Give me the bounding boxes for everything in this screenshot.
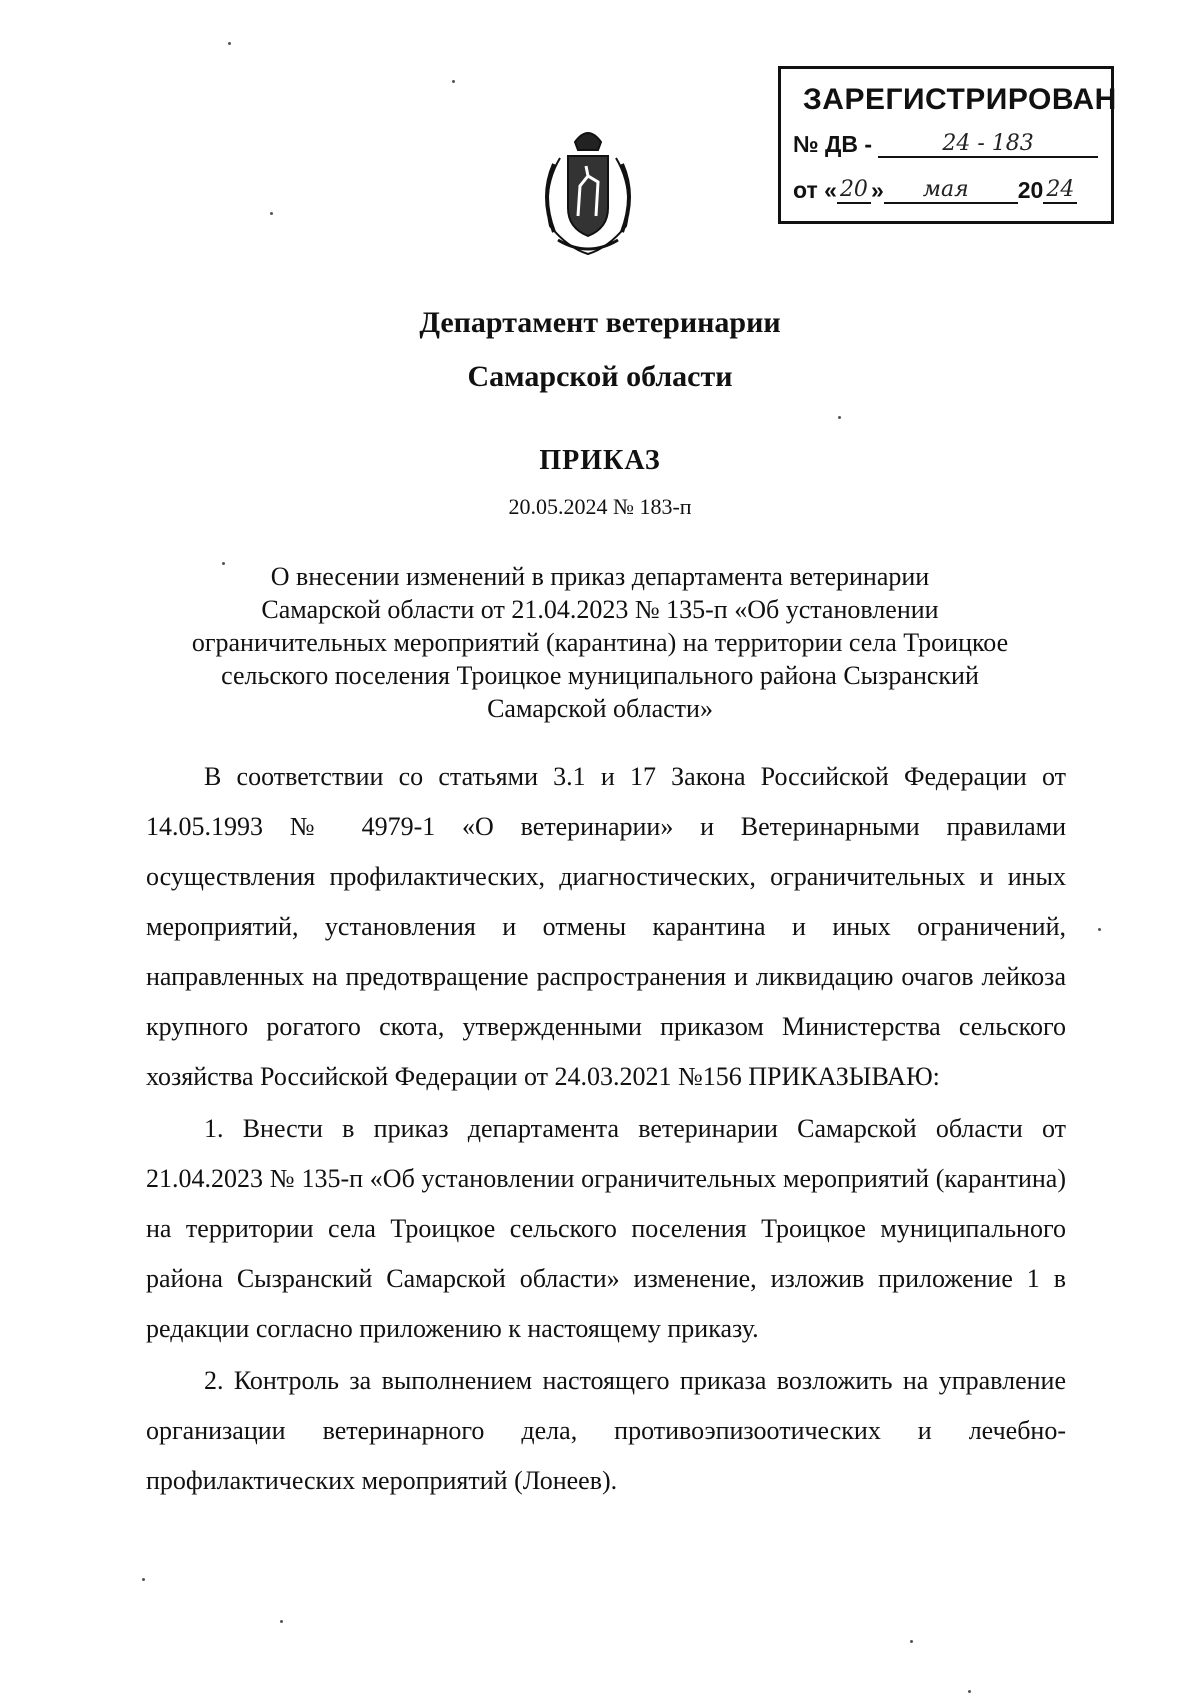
order-subject <box>140 560 1060 725</box>
stamp-date-year-prefix: 20 <box>1017 177 1044 203</box>
department-name-line2: Самарской области <box>467 360 733 393</box>
stamp-date-mid: » <box>870 177 884 203</box>
item-2-paragraph: 2. Контроль за выполнением настоящего приказа возложить на управление организации ветеринарного дела, противоэпизоотических и лечебно-профилактических мероприятий (Лонеев). <box>146 1366 1066 1495</box>
stamp-number-row <box>793 131 1098 158</box>
subject-line: Самарской области» <box>487 694 713 723</box>
department-name-line1: Департамент ветеринарии <box>419 306 781 339</box>
subject-line: ограничительных мероприятий (карантина) на территории села Троицкое <box>191 628 1009 657</box>
stamp-date-day: 20 <box>837 177 871 204</box>
order-date-number: 20.05.2024 № 183-п <box>508 494 692 519</box>
registration-stamp <box>778 66 1117 224</box>
stamp-date-month: мая <box>884 177 1008 204</box>
subject-line: Самарской области от 21.04.2023 № 135-п «Об установлении <box>261 595 939 624</box>
item-1-paragraph: 1. Внести в приказ департамента ветеринарии Самарской области от 21.04.2023 № 135-п «Об установлении ограничительных мероприятий (карантина) на территории села Троицкое сельского поселения Троицкое муниципального района Сызранский Самарской области» изменение, изложив приложение 1 в редакции согласно приложению к настоящему приказу. <box>146 1114 1066 1343</box>
stamp-date-gap <box>1008 202 1018 204</box>
document-type: ПРИКАЗ <box>539 445 661 476</box>
preamble-paragraph: В соответствии со статьями 3.1 и 17 Закона Российской Федерации от 14.05.1993 № 4979-1 «О ветеринарии» и Ветеринарными правилами осуществления профилактических, диагностических, ограничительных и иных мероприятий, установления и отмены карантина и иных ограничений, направленных на предотвращение распространения и ликвидацию очагов лейкоза крупного рогатого скота, утвержденными приказом Министерства сельского хозяйства Российской Федерации от 24.03.2021 №156 ПРИКАЗЫВАЮ: <box>146 762 1066 1091</box>
stamp-date-row <box>793 177 1077 204</box>
stamp-number-prefix: № ДВ - <box>793 131 873 157</box>
coat-of-arms-icon <box>528 118 648 258</box>
stamp-number-handwritten: 24 - 183 <box>878 131 1098 158</box>
order-body <box>146 752 1066 1506</box>
subject-line: сельского поселения Троицкое муниципального района Сызранский <box>221 661 979 690</box>
stamp-date-prefix: от « <box>793 177 837 203</box>
stamp-date-year-suffix: 24 <box>1043 177 1077 204</box>
subject-line: О внесении изменений в приказ департамента ветеринарии <box>270 562 930 591</box>
stamp-title: ЗАРЕГИСТРИРОВАН <box>803 83 1117 116</box>
